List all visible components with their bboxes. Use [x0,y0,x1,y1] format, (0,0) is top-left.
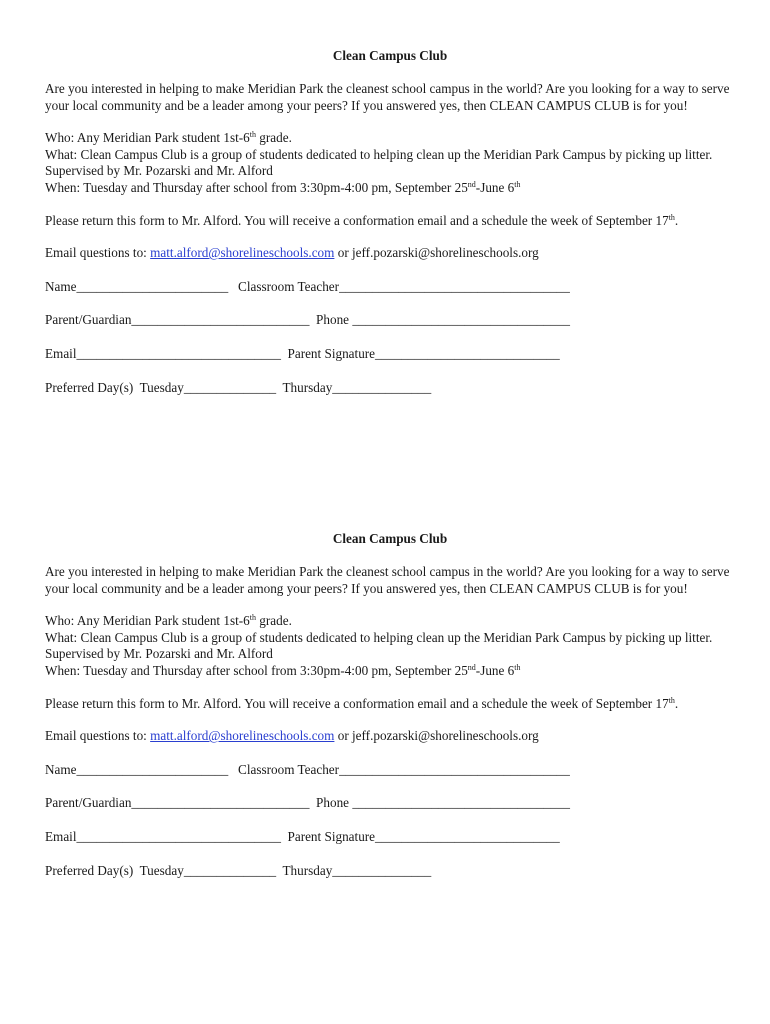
name-label: Name [45,278,77,294]
form-title: Clean Campus Club [332,48,448,63]
who-line: Who: Any Meridian Park student 1st-6th grade. [45,130,292,146]
signup-form-bottom [45,530,735,879]
what-line: What: Clean Campus Club is a group of students dedicated to helping clean up the Meridian Park Campus by picking up litter. Supervised by Mr. Pozarski and Mr. Alford [45,146,713,179]
email-field[interactable]: _______________________________ [76,345,281,361]
parent-label: Parent/Guardian [45,795,132,811]
parent-phone-row [45,795,735,812]
tuesday-field[interactable]: ______________ [183,862,277,878]
thursday-label: Thursday [282,379,333,395]
form-title: Clean Campus Club [332,531,448,546]
preferred-days-row [45,380,735,397]
parent-field[interactable]: ___________________________ [131,795,310,811]
name-field[interactable]: _______________________ [76,761,229,777]
phone-field[interactable]: _________________________________ [352,312,570,328]
teacher-label: Classroom Teacher [238,278,340,294]
thursday-field[interactable]: _______________ [332,862,432,878]
email-field[interactable]: _______________________________ [76,828,281,844]
name-label: Name [45,761,77,777]
email-link-alford[interactable]: matt.alford@shorelineschools.com [150,245,335,261]
tuesday-field[interactable]: ______________ [183,379,277,395]
parent-phone-row [45,312,735,329]
parent-field[interactable]: ___________________________ [131,312,310,328]
intro-paragraph: Are you interested in helping to make Meridian Park the cleanest school campus in the world? Are you looking for a way to serve your local community and be a leader among your peers? If you answered yes, then CLEAN CAMPUS CLUB is for you! [45,81,730,113]
thursday-field[interactable]: _______________ [332,379,432,395]
teacher-field[interactable]: ___________________________________ [339,761,570,777]
thursday-label: Thursday [282,862,333,878]
return-instructions: Please return this form to Mr. Alford. You will receive a conformation email and a schedule the week of September 17th. [45,212,679,228]
return-instructions: Please return this form to Mr. Alford. You will receive a conformation email and a schedule the week of September 17th. [45,695,679,711]
details-block [45,613,735,679]
parent-label: Parent/Guardian [45,312,132,328]
email-questions-line: Email questions to: matt.alford@shorelineschools.com or jeff.pozarski@shorelineschools.org [45,728,539,744]
teacher-field[interactable]: ___________________________________ [339,278,570,294]
email-signature-row [45,346,735,363]
days-label: Preferred Day(s) Tuesday [45,862,184,878]
days-label: Preferred Day(s) Tuesday [45,379,184,395]
who-line: Who: Any Meridian Park student 1st-6th grade. [45,613,292,629]
when-line: When: Tuesday and Thursday after school from 3:30pm-4:00 pm, September 25nd-June 6th [45,179,521,195]
name-teacher-row [45,279,735,296]
what-line: What: Clean Campus Club is a group of students dedicated to helping clean up the Meridian Park Campus by picking up litter. Supervised by Mr. Pozarski and Mr. Alford [45,629,713,662]
email-link-alford[interactable]: matt.alford@shorelineschools.com [150,728,335,744]
intro-paragraph: Are you interested in helping to make Meridian Park the cleanest school campus in the world? Are you looking for a way to serve your local community and be a leader among your peers? If you answered yes, then CLEAN CAMPUS CLUB is for you! [45,564,730,596]
signature-label: Parent Signature [287,345,376,361]
signup-form-top [45,47,735,396]
name-teacher-row [45,762,735,779]
phone-label: Phone [316,795,353,811]
email-label: Email [45,345,77,361]
preferred-days-row [45,863,735,880]
email-questions-line: Email questions to: matt.alford@shorelineschools.com or jeff.pozarski@shorelineschools.org [45,245,539,261]
email-label: Email [45,828,77,844]
when-line: When: Tuesday and Thursday after school from 3:30pm-4:00 pm, September 25nd-June 6th [45,662,521,678]
teacher-label: Classroom Teacher [238,761,340,777]
email-signature-row [45,829,735,846]
signature-field[interactable]: ____________________________ [375,345,560,361]
signature-label: Parent Signature [287,828,376,844]
phone-label: Phone [316,312,353,328]
details-block [45,130,735,196]
signature-field[interactable]: ____________________________ [375,828,560,844]
phone-field[interactable]: _________________________________ [352,795,570,811]
name-field[interactable]: _______________________ [76,278,229,294]
